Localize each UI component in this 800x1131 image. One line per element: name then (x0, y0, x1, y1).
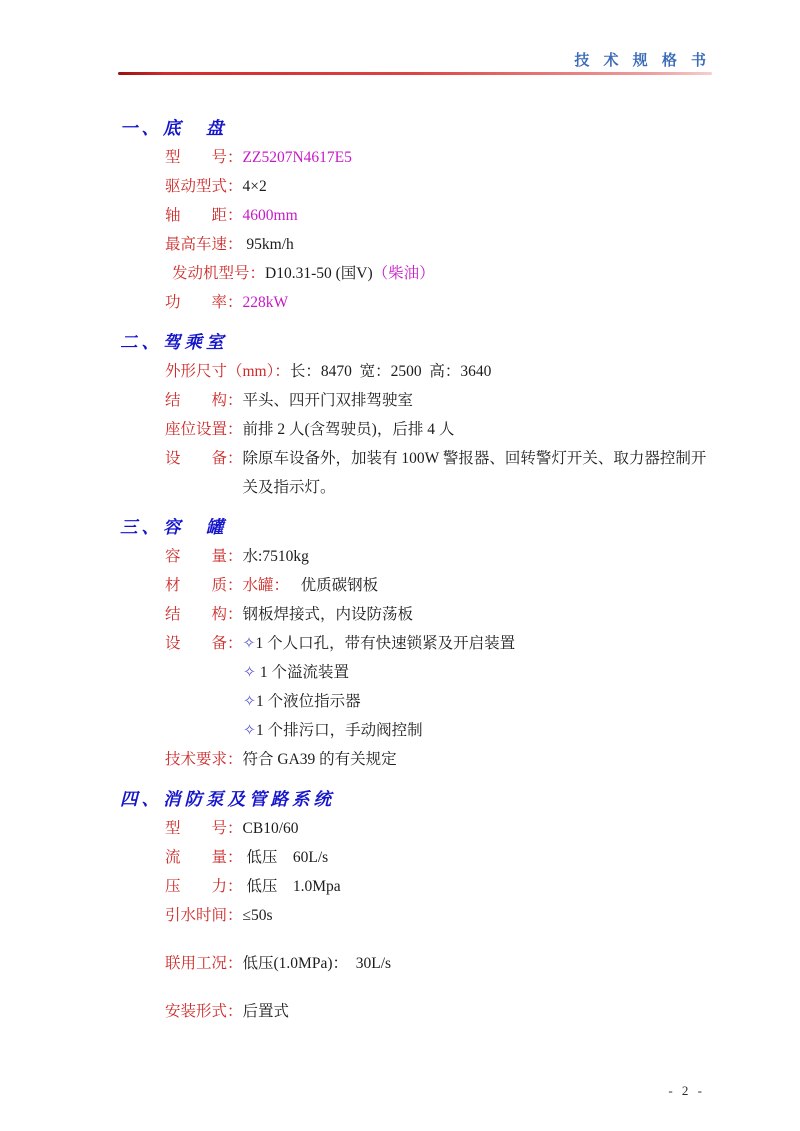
spec-row (165, 230, 714, 259)
value-segment: 4×2 (242, 178, 267, 195)
row-value (243, 172, 714, 201)
value-segment: 1 个排污口，手动阀控制 (256, 722, 423, 739)
row-label: 流 量： (165, 849, 243, 866)
spec-section (120, 784, 714, 1026)
value-segment: 1 个溢流装置 (256, 664, 350, 681)
row-value (243, 571, 714, 600)
spec-row (165, 201, 714, 230)
diamond-bullet-icon: ✧ (243, 664, 256, 681)
spec-section (120, 512, 714, 774)
spec-section (120, 327, 714, 502)
row-value (243, 288, 714, 317)
value-segment: 长：8470 宽：2500 高：3640 (289, 363, 492, 380)
value-segment: 低压(1.0MPa)： 30L/s (242, 955, 392, 972)
row-value (243, 997, 714, 1026)
value-segment: 符合 GA39 的有关规定 (242, 751, 397, 768)
page-number: - 2 - (668, 1083, 705, 1098)
spec-row (165, 949, 714, 978)
row-label: 外形尺寸（mm）： (165, 363, 290, 380)
section-heading: 一、底 盘 (120, 118, 228, 138)
row-value (243, 201, 714, 230)
value-segment: CB10/60 (242, 820, 299, 837)
section-heading: 四、消防泵及管路系统 (120, 789, 335, 809)
value-segment: 水:7510kg (242, 548, 309, 565)
value-segment: （柴油） (372, 265, 435, 282)
spec-section (120, 113, 714, 317)
row-label: 最高车速： (165, 236, 243, 253)
value-segment: 1 个液位指示器 (256, 693, 361, 710)
row-label: 引水时间： (165, 907, 243, 924)
row-value (243, 230, 714, 259)
row-value (243, 444, 714, 502)
row-label: 材 质： (165, 577, 243, 594)
spec-row (165, 444, 714, 502)
spec-row (165, 901, 714, 930)
section-heading: 二、驾乘室 (120, 332, 228, 352)
value-segment: 钢板焊接式，内设防荡板 (242, 606, 414, 623)
row-label: 压 力： (165, 878, 243, 895)
spec-row (172, 259, 714, 288)
row-value (243, 745, 714, 774)
row-value (243, 143, 714, 172)
row-value (243, 901, 714, 930)
value-segment: D10.31-50 (国V) (265, 265, 373, 282)
spec-row (165, 687, 714, 716)
row-label: 设 备： (165, 635, 243, 652)
row-value (290, 357, 714, 386)
value-segment: 平头、四开门双排驾驶室 (242, 392, 414, 409)
value-segment: 优质碳钢板 (281, 577, 379, 594)
row-value (243, 658, 714, 687)
spec-row (165, 288, 714, 317)
row-label: 安装形式： (165, 1003, 243, 1020)
diamond-bullet-icon: ✧ (242, 635, 256, 652)
row-value (243, 843, 714, 872)
spec-row (165, 629, 714, 658)
row-value (243, 542, 714, 571)
row-value (265, 259, 714, 288)
spec-row (165, 415, 714, 444)
spec-row (165, 658, 714, 687)
row-label: 驱动型式： (165, 178, 243, 195)
value-segment: 水罐： (242, 577, 282, 594)
row-label: 技术要求： (165, 751, 243, 768)
spec-row (165, 143, 714, 172)
row-value (243, 600, 714, 629)
spec-row (165, 357, 714, 386)
row-value (243, 386, 714, 415)
row-value (243, 814, 714, 843)
row-value (243, 687, 714, 716)
row-label: 轴 距： (165, 207, 243, 224)
spec-row (165, 600, 714, 629)
row-label: 功 率： (165, 294, 243, 311)
diamond-bullet-icon: ✧ (243, 693, 256, 710)
value-segment: 228kW (242, 294, 289, 311)
row-label: 型 号： (165, 149, 243, 166)
document-body (120, 103, 714, 1026)
spec-row (165, 386, 714, 415)
section-heading: 三、容 罐 (120, 517, 228, 537)
value-segment: 除原车设备外，加装有 100W 警报器、回转警灯开关、取力器控制开关及指示灯。 (242, 450, 707, 496)
row-label: 座位设置： (165, 421, 243, 438)
row-label: 联用工况： (165, 955, 243, 972)
row-value (243, 949, 714, 978)
value-segment: 后置式 (242, 1003, 290, 1020)
header-rule (118, 72, 712, 75)
document-header-title: 技 术 规 格 书 (574, 52, 711, 69)
spec-row (165, 571, 714, 600)
diamond-bullet-icon: ✧ (243, 722, 256, 739)
spec-row (165, 542, 714, 571)
row-label: 结 构： (165, 392, 243, 409)
row-label: 型 号： (165, 820, 243, 837)
value-segment: 低压 60L/s (242, 849, 329, 866)
spec-row (165, 745, 714, 774)
row-value (243, 716, 714, 745)
value-segment: 前排 2 人(含驾驶员)，后排 4 人 (242, 421, 455, 438)
row-label: 结 构： (165, 606, 243, 623)
value-segment: ≤50s (242, 907, 273, 924)
spec-row (165, 872, 714, 901)
row-value (243, 872, 714, 901)
row-value (243, 415, 714, 444)
value-segment: 4600mm (242, 207, 298, 224)
spec-row (165, 172, 714, 201)
value-segment: ZZ5207N4617E5 (242, 149, 352, 166)
row-label: 设 备： (165, 450, 243, 467)
value-segment: 95km/h (242, 236, 294, 253)
spec-row (165, 843, 714, 872)
row-label: 发动机型号： (172, 265, 266, 282)
value-segment: 1 个人口孔，带有快速锁紧及开启装置 (255, 635, 516, 652)
spec-row (165, 716, 714, 745)
value-segment: 低压 1.0Mpa (242, 878, 341, 895)
spec-row (165, 814, 714, 843)
spec-row (165, 997, 714, 1026)
row-value (243, 629, 714, 658)
row-label: 容 量： (165, 548, 243, 565)
